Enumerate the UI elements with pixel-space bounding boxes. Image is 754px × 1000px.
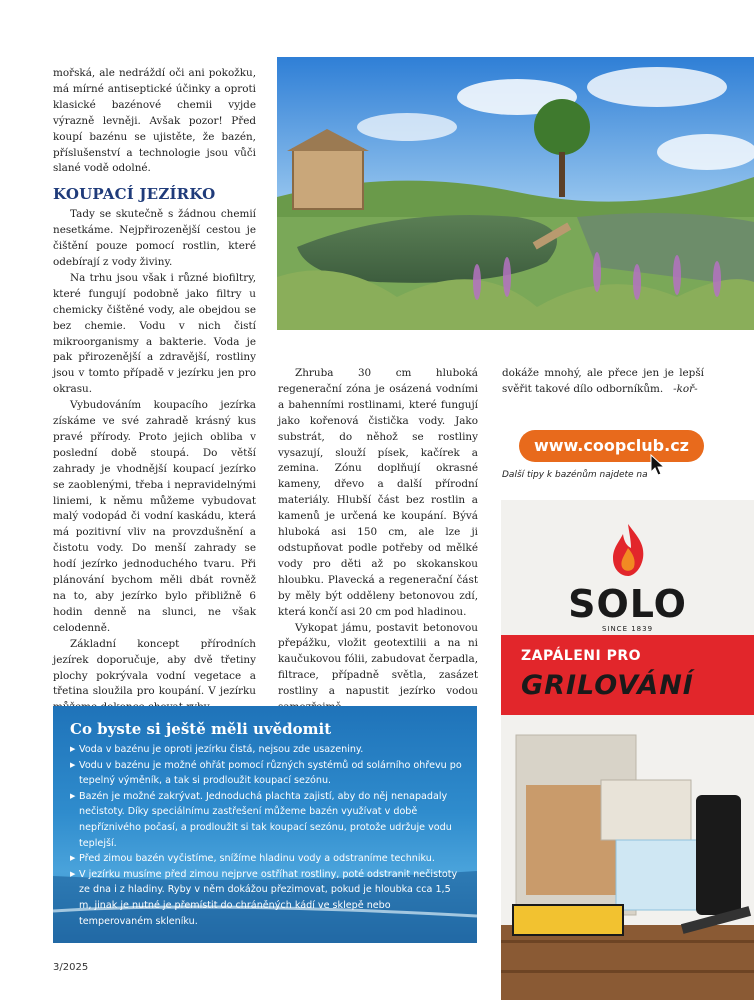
brand-since: SINCE 1839 — [601, 625, 654, 633]
bullet-icon: ▶ — [70, 791, 76, 800]
paragraph: Vybudováním koupacího jezírka získáme ve své zahradě krásný kus pravé přírody. Proto jejich obliba v poslední době stoupá. Do větší zahrady je vhodnější koupací jezírko se zaoblenými, třeba i nepravidelnými liniemi, k němu můžeme vybudovat malý vodopád či vodní kaskádu, která má pozitivní vliv na provzdušnění a čistotu vody. Do menší zahrady se hodí jezírko jednoduchého tvaru. Při plánování bychom měli dbát rovněž na to, aby jezírko bylo přibližně 6 hodin denně na slunci, ne však celodenně. — [53, 399, 256, 634]
flame-icon — [609, 522, 647, 577]
list-item: ▶ Vodu v bazénu je možné ohřát pomocí různých systémů od solárního ohřevu po tepelný výměník, a tak si prodloužit koupací sezónu. — [70, 759, 462, 787]
paragraph: mořská, ale nedráždí oči ani pokožku, má mírné antiseptické účinky a oproti klasické bazénové chemii vyjde výrazně levněji. Avšak pozor! Před koupí bazénu se ujistěte, že bazén, příslušenství a technologie jsou vůči slané vodě odolné. — [53, 67, 256, 175]
info-box — [53, 706, 477, 943]
brand-logo: SOLO — [568, 582, 687, 626]
paragraph: Na trhu jsou však i různé biofiltry, které fungují podobně jako filtry u chemicky čištěné vody, ale obejdou se bez chemie. Vodu v nich čistí mikroorganismy a bakterie. Voda je pak přirozenější a zdravější, rostliny jsou v tomto případě v jezírku jen pro okrasu. — [53, 271, 256, 396]
bullet-icon: ▶ — [70, 760, 76, 769]
link-caption: Další tipy k bazénům najdete na — [502, 470, 648, 480]
paragraph: Vykopat jámu, postavit betonovou přepážku, vložit geotextilii a na ni kaučukovou fólii, zabudovat čerpadla, filtrace, případně světla, zasázet rostliny a napustit jezírko vodou — [278, 621, 478, 698]
paragraph: Základní koncept přírodních jezírek doporučuje, aby dvě třetiny plochy pokrývala vodní vegetace a třetina sloužila pro koupání. V jezírku — [53, 637, 256, 698]
paragraph: Tady se skutečně s žádnou chemií nesetkáme. Nejpřirozenější cestou je čištění pouze pomocí rostlin, které odebírají z vody živiny. — [53, 208, 256, 268]
article-column-1 — [53, 66, 256, 716]
link-url[interactable]: www.coopclub.cz — [533, 436, 689, 455]
article-column-3 — [502, 366, 704, 398]
list-item: ▶ Před zimou bazén vyčistíme, snížíme hladinu vody a odstraníme techniku. — [70, 851, 465, 867]
products-image — [501, 725, 754, 1000]
article-column-2 — [278, 366, 478, 716]
cursor-icon — [649, 454, 667, 476]
bullet-icon: ▶ — [70, 854, 76, 863]
author-signature: -koř- — [673, 382, 698, 395]
info-box-title: Co byste si ještě měli uvědomit — [70, 720, 332, 738]
pond-photo — [277, 57, 754, 330]
paragraph: Zhruba 30 cm hluboká regenerační zóna je osázená vodními a bahenními rostlinami, které fungují jako kořenová čistička vody. Jako substrát, do něhož se rostliny vysazují, slouží písek, kačírek a zemina. Zónu doplňují okrasné kameny, dřevo a další přírodní materiály. Hlubší část bez rostlin a kamenů je určená ke koupání. Bývá hluboká asi 150 cm, ale lze ji odstupňovat podle potřeby od mělké vody pro děti až po skokanskou hloubku. Plavecká a regenerační část by měly být odděleny betonovou zdí, která končí asi 20 cm pod hladinou. — [278, 367, 478, 618]
coopclub-link[interactable] — [519, 430, 704, 470]
list-item: ▶ Voda v bazénu je oproti jezírku čistá, nejsou zde usazeniny. — [70, 742, 465, 758]
page-number: 3/2025 — [53, 962, 89, 973]
bullet-icon: ▶ — [70, 745, 76, 753]
paragraph — [502, 366, 704, 398]
list-item: ▶ Bazén je možné zakrývat. Jednoduchá plachta zajistí, aby do něj nenapadaly nečistoty. Díky speciálnímu zastřešení můžeme bazén využívat v době nepříznivého počasí, a prodloužit si tak koupací sezónu, protože udržuje vodu teplejší. — [70, 790, 452, 849]
solo-advertisement[interactable] — [501, 500, 754, 1000]
section-heading: KOUPACÍ JEZÍRKO — [53, 185, 216, 204]
bullet-icon: ▶ — [70, 869, 76, 878]
info-list — [70, 742, 465, 929]
paragraph-text: dokáže mnohý, ale přece jen je lepší svěřit takové dílo odborníkům. — [502, 367, 704, 395]
ad-headline-1: ZAPÁLENI PRO — [521, 648, 642, 664]
list-item: ▶ V jezírku musíme před zimou nejprve ostříhat rostliny, poté odstranit nečistoty ze dna i z hladiny. Ryby v něm dokážou přezimovat, pokud je hloubka cca 1,5 m, jinak je nutné je přemístit do chráněných kádí ve sklepě nebo temperovaném skleníku. — [70, 868, 458, 927]
ad-headline-2: GRILOVÁNÍ — [521, 670, 694, 701]
